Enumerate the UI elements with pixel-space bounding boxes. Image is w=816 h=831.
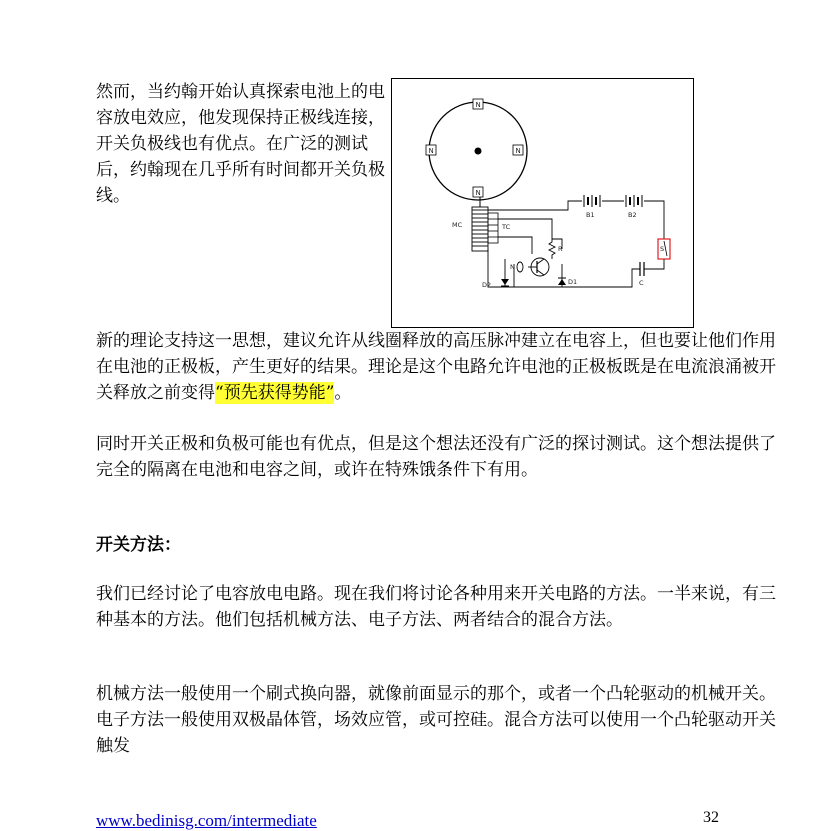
capacitor-c	[640, 262, 644, 276]
label-b1: B1	[586, 211, 595, 219]
diode-d1	[558, 278, 566, 285]
rotor-magnet-right	[513, 145, 523, 155]
label-d2: D2	[482, 281, 492, 289]
circuit-diagram	[392, 79, 693, 327]
rotor-magnet-top	[473, 99, 483, 109]
battery-b2	[626, 195, 642, 207]
label-n: N	[510, 263, 515, 271]
svg-text:N: N	[428, 147, 434, 155]
paragraph-capacitor-discharge-intro: 然而，当约翰开始认真探索电池上的电容放电效应，他发现保持正极线连接，开关负极线也有优点。在广泛的测试后，约翰现在几乎所有时间都开关负极线。	[96, 82, 385, 206]
rotor-axle	[475, 148, 482, 155]
section-heading: 开关方法：	[96, 535, 181, 555]
rotor-magnet-left	[426, 145, 436, 155]
label-c: C	[639, 279, 644, 287]
circuit-wires	[488, 201, 664, 287]
theory-text-end: 。	[334, 383, 352, 403]
label-r: R	[558, 245, 563, 253]
highlighted-phrase: “预先获得势能”	[215, 383, 335, 403]
paragraph-dual-switching: 同时开关正极和负极可能也有优点，但是这个想法还没有广泛的探讨测试。这个想法提供了完全的隔离在电池和电容之间，或许在特殊饿条件下有用。	[96, 434, 776, 480]
label-tc: TC	[502, 223, 511, 231]
label-mc: MC	[452, 221, 463, 229]
battery-b1	[584, 195, 600, 207]
label-d1: D1	[568, 278, 578, 286]
trigger-coil	[472, 197, 498, 251]
neon-bulb	[517, 262, 523, 272]
resistor-r	[549, 239, 555, 259]
paragraph-mechanical-methods: 机械方法一般使用一个刷式换向器，就像前面显示的那个，或者一个凸轮驱动的机械开关。电子方法一般使用双极晶体管，场效应管，或可控硅。混合方法可以使用一个凸轮驱动开关触发	[96, 684, 776, 756]
circuit-diagram-figure	[391, 78, 694, 328]
rotor-magnet-bottom	[473, 187, 483, 197]
footer-website-link[interactable]: www.bedinisg.com/intermediate	[96, 811, 317, 830]
theory-text: 新的理论支持这一思想，建议允许从线圈释放的高压脉冲建立在电容上，但也要让他们作用在电池的正极板，产生更好的结果。理论是这个电路允许电池的正极板既是在电流浪涌被开关释放之前变得	[96, 331, 776, 403]
paragraph-theory	[96, 328, 788, 406]
transistor	[528, 258, 549, 276]
svg-text:N: N	[475, 101, 481, 109]
label-s: S	[660, 245, 665, 253]
page-number: 32	[703, 809, 719, 826]
paragraph-switching-methods: 我们已经讨论了电容放电电路。现在我们将讨论各种用来开关电路的方法。一半来说，有三种基本的方法。他们包括机械方法、电子方法、两者结合的混合方法。	[96, 584, 776, 630]
label-b2: B2	[628, 211, 637, 219]
svg-text:N: N	[515, 147, 521, 155]
diode-d2	[501, 279, 509, 286]
svg-text:N: N	[475, 189, 481, 197]
